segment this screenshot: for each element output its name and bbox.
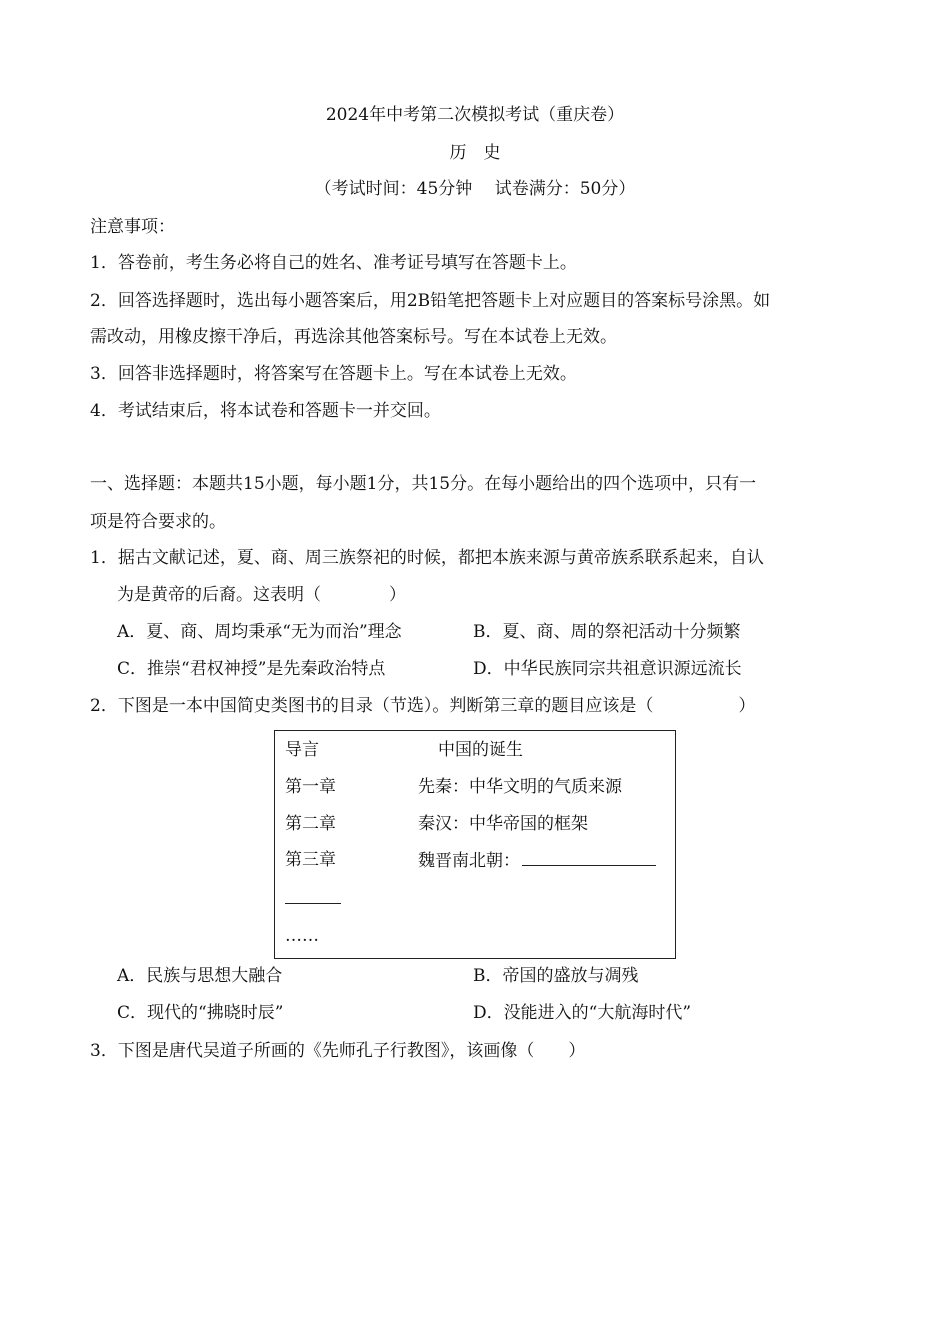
answer-blank-line[interactable]	[522, 849, 656, 866]
toc-ch3-title-wrap	[418, 849, 656, 872]
toc-intro-label: 导言	[285, 740, 319, 760]
q2-option-b[interactable]: B．帝国的盛放与凋残	[473, 966, 639, 986]
q2-option-a[interactable]: A．民族与思想大融合	[117, 966, 283, 986]
q2-option-d[interactable]: D．没能进入的“大航海时代”	[473, 1003, 692, 1023]
notice-item-3: 3．回答非选择题时，将答案写在答题卡上。写在本试卷上无效。	[90, 364, 577, 384]
q1-option-b[interactable]: B．夏、商、周的祭祀活动十分频繁	[473, 622, 741, 642]
toc-ch3-label: 第三章	[285, 850, 336, 870]
notice-item-2-line1: 2．回答选择题时，选出每小题答案后，用2B铅笔把答题卡上对应题目的答案标号涂黑。如	[90, 291, 771, 311]
exam-info: （考试时间：45分钟 试卷满分：50分）	[314, 179, 636, 199]
answer-blank-continuation[interactable]	[285, 903, 341, 904]
q1-option-d[interactable]: D．中华民族同宗共祖意识源远流长	[473, 659, 742, 679]
toc-ellipsis: ……	[285, 926, 319, 946]
q3-stem: 3．下图是唐代吴道子所画的《先师孔子行教图》，该画像（ ）	[90, 1041, 586, 1061]
toc-ch2-title: 秦汉：中华帝国的框架	[418, 814, 588, 834]
exam-title: 2024年中考第二次模拟考试（重庆卷）	[325, 105, 625, 125]
subject-title: 历 史	[449, 143, 501, 163]
section-intro-line1: 一、选择题：本题共15小题，每小题1分，共15分。在每小题给出的四个选项中，只有一	[90, 474, 757, 494]
q2-stem: 2．下图是一本中国简史类图书的目录（节选）。判断第三章的题目应该是（ ）	[90, 696, 756, 716]
toc-ch3-title: 魏晋南北朝：	[418, 851, 520, 871]
notice-item-4: 4．考试结束后，将本试卷和答题卡一并交回。	[90, 401, 441, 421]
q1-option-c[interactable]: C．推崇“君权神授”是先秦政治特点	[117, 659, 386, 679]
notice-item-2-line2: 需改动，用橡皮擦干净后，再选涂其他答案标号。写在本试卷上无效。	[90, 327, 617, 347]
toc-intro-title: 中国的诞生	[438, 740, 523, 760]
toc-ch1-label: 第一章	[285, 777, 336, 797]
toc-box	[274, 730, 676, 959]
q1-stem-line2: 为是黄帝的后裔。这表明（ ）	[117, 585, 406, 605]
notice-item-1: 1．答卷前，考生务必将自己的姓名、准考证号填写在答题卡上。	[90, 253, 577, 273]
notice-heading: 注意事项：	[90, 217, 175, 237]
toc-ch1-title: 先秦：中华文明的气质来源	[418, 777, 622, 797]
q2-option-c[interactable]: C．现代的“拂晓时辰”	[117, 1003, 284, 1023]
q1-stem-line1: 1．据古文献记述，夏、商、周三族祭祀的时候，都把本族来源与黄帝族系联系起来，自认	[90, 548, 764, 568]
section-intro-line2: 项是符合要求的。	[90, 512, 226, 532]
q1-option-a[interactable]: A．夏、商、周均秉承“无为而治”理念	[117, 622, 402, 642]
toc-ch2-label: 第二章	[285, 814, 336, 834]
